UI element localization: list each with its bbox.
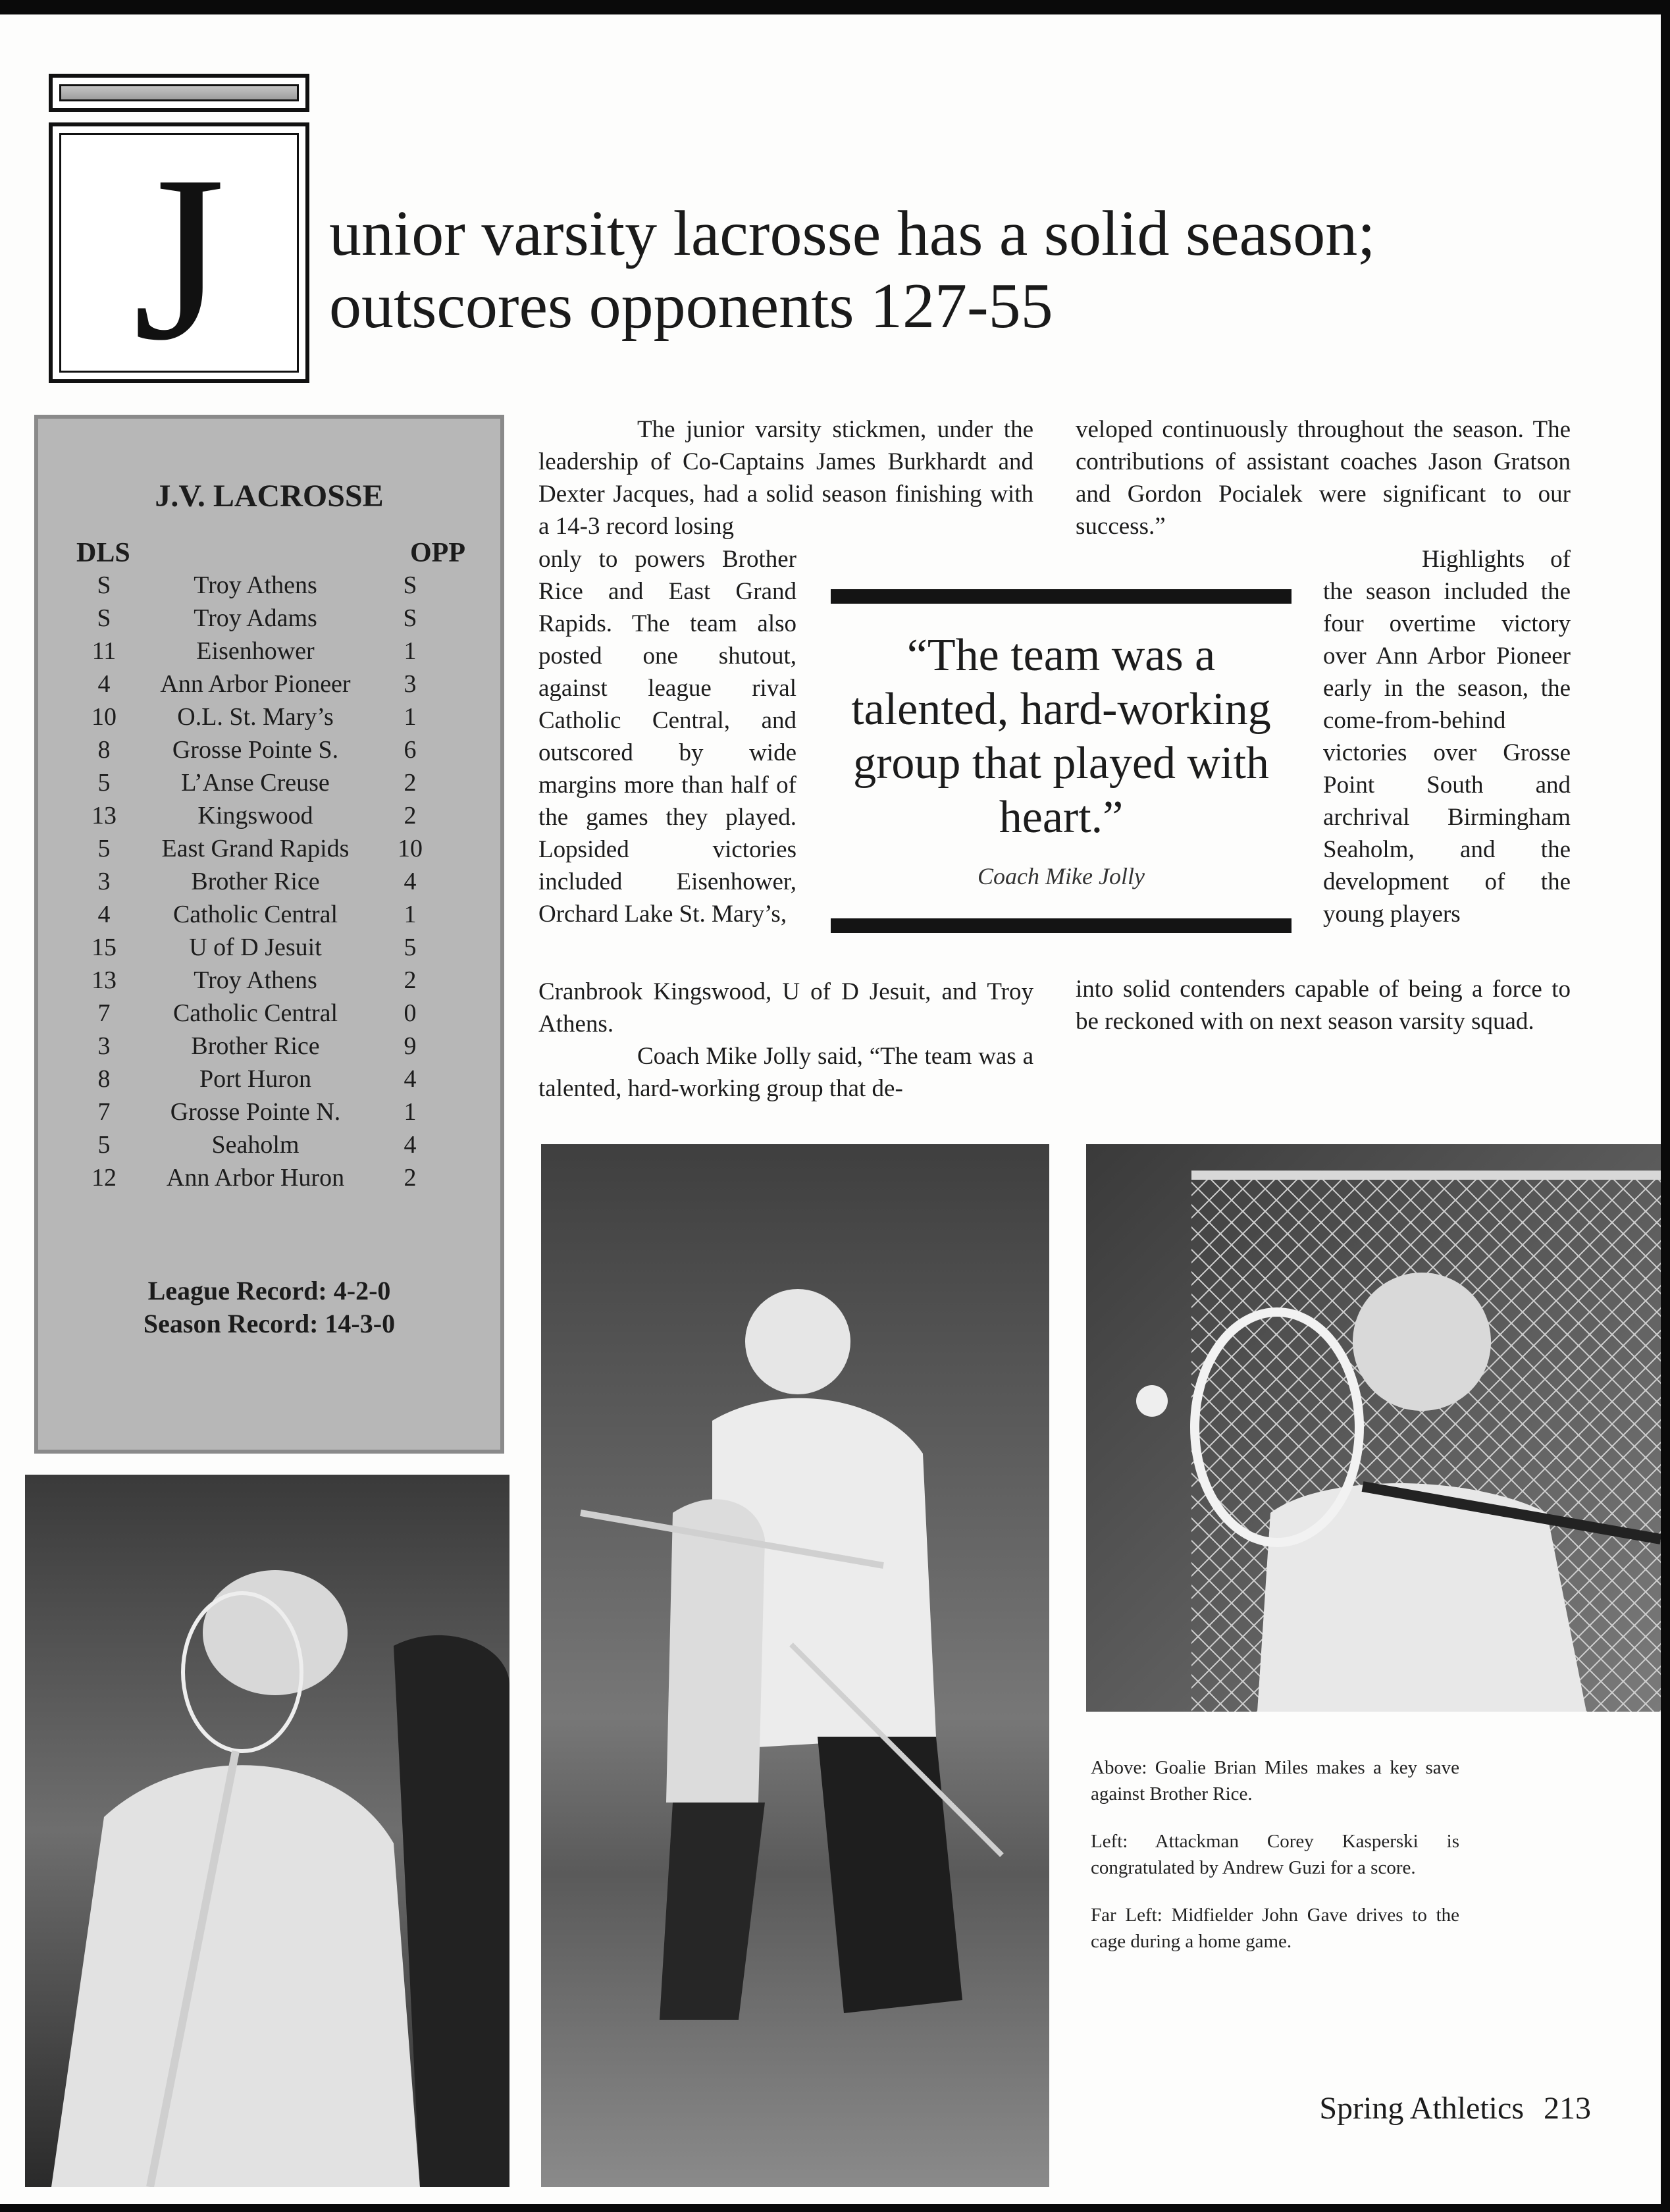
article-paragraph: Highlights of the season included the four overtime victory over Ann Arbor Pioneer early in the season, the come-from-behind victories over Grosse Point South and archrival Birmingham Seaholm, and the development of the young players	[1323, 546, 1571, 928]
dls-score: 5	[97, 835, 111, 862]
drop-letter-box	[49, 122, 309, 389]
section-name: Spring Athletics	[1319, 2091, 1524, 2126]
pull-quote-rule-top	[831, 589, 1292, 604]
score-row	[78, 1095, 499, 1128]
top-edge	[0, 0, 1670, 14]
score-row	[78, 1128, 499, 1161]
bottom-edge	[0, 2204, 1670, 2212]
scores-box	[34, 415, 504, 1454]
dls-score: 8	[97, 736, 111, 764]
score-row	[78, 997, 499, 1030]
opp-score: 2	[404, 769, 417, 797]
opponent-name: Grosse Pointe S.	[172, 736, 339, 764]
article-col1-bottom	[538, 976, 1033, 1105]
score-row	[78, 635, 499, 668]
dls-score: 10	[91, 703, 117, 731]
scores-list	[78, 569, 499, 1194]
dls-score: 8	[97, 1065, 111, 1093]
opponent-name: O.L. St. Mary’s	[177, 703, 334, 731]
score-row	[78, 766, 499, 799]
opponent-name: Seaholm	[211, 1131, 300, 1159]
season-record: Season Record: 14-3-0	[143, 1309, 396, 1338]
opp-column-header: OPP	[410, 538, 465, 568]
page-footer	[1319, 2090, 1591, 2126]
opp-score: 6	[404, 736, 417, 764]
opponent-name: Brother Rice	[191, 1032, 320, 1060]
dls-score: 12	[91, 1164, 117, 1192]
dls-score: 5	[97, 769, 111, 797]
article-text: veloped continuously throughout the season. The contributions of assistant coaches Jason Gratson and Gordon Pocialek were significant to our success.”	[1076, 416, 1571, 540]
dls-score: 13	[91, 966, 117, 994]
score-row	[78, 1063, 499, 1095]
caption-far-left: Far Left: Midfielder John Gave drives to the cage during a home game.	[1091, 1905, 1459, 1952]
opponent-name: Troy Adams	[194, 604, 317, 632]
page-number: 213	[1544, 2091, 1591, 2126]
opponent-name: Brother Rice	[191, 868, 320, 895]
dls-score: 3	[97, 1032, 111, 1060]
score-row	[78, 602, 499, 635]
opponent-name: U of D Jesuit	[189, 934, 322, 961]
score-row	[78, 832, 499, 865]
caption-above: Above: Goalie Brian Miles makes a key save against Brother Rice.	[1091, 1757, 1459, 1804]
opponent-name: Eisenhower	[196, 637, 315, 665]
dls-score: 11	[91, 637, 117, 665]
dls-score: 7	[97, 999, 111, 1027]
opponent-name: Grosse Pointe N.	[170, 1098, 341, 1126]
dls-score: S	[97, 604, 111, 632]
opponent-name: Kingswood	[197, 802, 313, 830]
article-paragraph: Coach Mike Jolly said, “The team was a talented, hard-working group that de-	[538, 1043, 1033, 1102]
pull-quote-attribution: Coach Mike Jolly	[978, 863, 1145, 889]
pull-quote-text: “The team was a talented, hard-working group that played with heart.”	[851, 630, 1271, 843]
headline-line-1: unior varsity lacrosse has a solid season;	[329, 198, 1376, 269]
score-row	[78, 569, 499, 602]
headline-line-2: outscores opponents 127-55	[329, 271, 1053, 342]
opp-score: 4	[404, 1131, 417, 1159]
opp-score: 1	[404, 1098, 417, 1126]
photo-score-congratulation	[541, 1144, 1049, 2187]
opp-score: 0	[404, 999, 417, 1027]
score-row	[78, 700, 499, 733]
opp-score: 2	[404, 802, 417, 830]
photo-goalie-save	[1086, 1144, 1661, 1712]
opponent-name: Port Huron	[199, 1065, 311, 1093]
opp-score: 2	[404, 1164, 417, 1192]
opponent-name: East Grand Rapids	[161, 835, 350, 862]
article-col2-wrap	[1323, 543, 1571, 930]
opp-score: 1	[404, 703, 417, 731]
opp-score: S	[403, 604, 417, 632]
scores-title: J.V. LACROSSE	[155, 479, 384, 514]
pull-quote-rule-bottom	[831, 918, 1292, 933]
article-text: into solid contenders capable of being a force to be reckoned with on next season varsity squad.	[1076, 976, 1571, 1035]
opp-score: 2	[404, 966, 417, 994]
opp-score: 1	[404, 901, 417, 928]
score-row	[78, 898, 499, 931]
opp-score: 9	[404, 1032, 417, 1060]
article-col1-wrap	[538, 543, 796, 930]
article-text: Cranbrook Kingswood, U of D Jesuit, and Troy Athens.	[538, 978, 1033, 1038]
photo-midfielder-drive	[25, 1475, 509, 2187]
dls-score: 4	[97, 670, 111, 698]
score-row	[78, 1030, 499, 1063]
dls-score: 13	[91, 802, 117, 830]
right-edge	[1661, 0, 1670, 2212]
opponent-name: Catholic Central	[172, 999, 338, 1027]
opp-score: 10	[398, 835, 423, 862]
article-col2-bottom	[1076, 973, 1571, 1038]
records	[38, 1275, 500, 1340]
opponent-name: Catholic Central	[172, 901, 338, 928]
article-paragraph: The junior varsity stickmen, under the leadership of Co-Captains James Burkhardt and Dexter Jacques, had a solid season finishing with a 14-3 record losing	[538, 416, 1033, 540]
score-row	[78, 799, 499, 832]
dls-score: 5	[97, 1131, 111, 1159]
decorative-bar	[49, 74, 309, 112]
opp-score: 4	[404, 1065, 417, 1093]
score-row	[78, 668, 499, 700]
opp-score: 1	[404, 637, 417, 665]
drop-letter: J	[132, 126, 226, 389]
opponent-name: Ann Arbor Huron	[166, 1164, 345, 1192]
dls-score: S	[97, 571, 111, 599]
opp-score: 5	[404, 934, 417, 961]
score-row	[78, 964, 499, 997]
dls-score: 3	[97, 868, 111, 895]
opp-score: 4	[404, 868, 417, 895]
dls-column-header: DLS	[76, 538, 130, 568]
opp-score: 3	[404, 670, 417, 698]
article-text: only to powers Brother Rice and East Grand Rapids. The team also posted one shutout, against league rival Catholic Central, and outscored by wide margins more than half of the games they played. Lopsided victories included Eisenhower, Orchard Lake St. Mary’s,	[538, 546, 796, 928]
score-row	[78, 931, 499, 964]
score-row	[78, 865, 499, 898]
opponent-name: Troy Athens	[194, 966, 317, 994]
caption-left: Left: Attackman Corey Kasperski is congratulated by Andrew Guzi for a score.	[1091, 1831, 1459, 1878]
opponent-name: Ann Arbor Pioneer	[160, 670, 351, 698]
pull-quote-box	[831, 589, 1292, 933]
score-row	[78, 1161, 499, 1194]
article-col2-top	[1076, 413, 1571, 542]
page-headline	[329, 198, 1580, 342]
opponent-name: Troy Athens	[194, 571, 317, 599]
dls-score: 4	[97, 901, 111, 928]
score-row	[78, 733, 499, 766]
article-col1-top	[538, 413, 1033, 542]
league-record: League Record: 4-2-0	[147, 1276, 391, 1305]
opp-score: S	[403, 571, 417, 599]
dls-score: 7	[97, 1098, 111, 1126]
opponent-name: L’Anse Creuse	[181, 769, 330, 797]
dls-score: 15	[91, 934, 117, 961]
